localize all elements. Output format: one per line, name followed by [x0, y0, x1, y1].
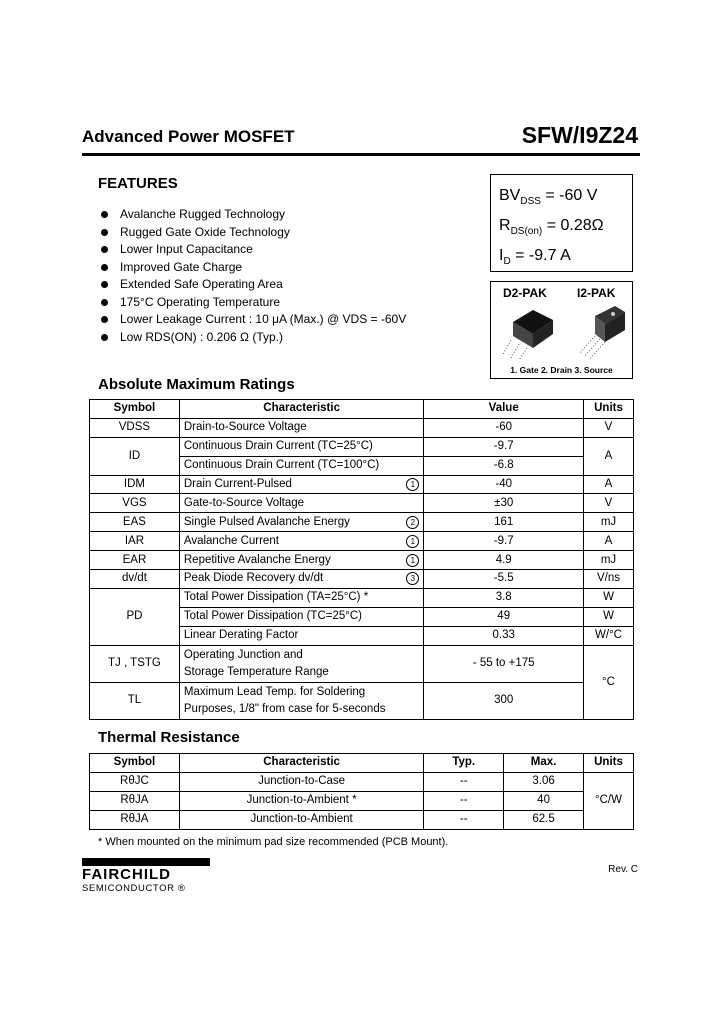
thermal-table	[89, 753, 634, 830]
feature-item: Low RDS(ON) : 0.206 Ω (Typ.)	[100, 329, 406, 347]
page-title: Advanced Power MOSFET	[82, 127, 295, 146]
table-row: PD Total Power Dissipation (TA=25°C) * 3.8 W	[90, 588, 634, 607]
feature-item: 175°C Operating Temperature	[100, 294, 406, 312]
footnote: * When mounted on the minimum pad size recommended (PCB Mount).	[98, 836, 449, 848]
spec-id: $I_D = -9.7$ A	[499, 247, 571, 268]
table-row: RθJA Junction-to-Ambient * -- 40	[90, 791, 634, 810]
table-row: IAR Avalanche Current 1 -9.7 A	[90, 532, 634, 551]
d2pak-image	[503, 310, 553, 360]
key-specs-box	[490, 174, 633, 272]
thermal-heading: Thermal Resistance	[98, 729, 240, 746]
col-symbol: Symbol	[90, 754, 180, 773]
note-marker: 3	[406, 572, 419, 585]
col-characteristic: Characteristic	[179, 754, 423, 773]
feature-item: Avalanche Rugged Technology	[100, 206, 406, 224]
fairchild-logo	[82, 858, 210, 894]
features-heading: FEATURES	[98, 175, 178, 192]
col-max: Max.	[504, 754, 584, 773]
table-row: VDSS Drain-to-Source Voltage -60 V	[90, 418, 634, 437]
col-units: Units	[584, 400, 634, 419]
table-row: EAR Repetitive Avalanche Energy 1 4.9 mJ	[90, 551, 634, 570]
note-marker: 2	[406, 516, 419, 529]
note-marker: 1	[406, 535, 419, 548]
table-row: TL Maximum Lead Temp. for Soldering Purposes, 1/8" from case for 5-seconds 300	[90, 682, 634, 719]
table-row: Continuous Drain Current (TC=100°C) -6.8	[90, 456, 634, 475]
spec-bvdss: $BV_{DSS} = -60$ V	[499, 187, 598, 208]
d2pak-label: D2-PAK	[503, 286, 547, 300]
feature-item: Extended Safe Operating Area	[100, 276, 406, 294]
table-row: Linear Derating Factor 0.33 W/°C	[90, 626, 634, 645]
feature-item: Improved Gate Charge	[100, 259, 406, 277]
feature-item: Rugged Gate Oxide Technology	[100, 224, 406, 242]
table-row: IDM Drain Current-Pulsed 1 -40 A	[90, 475, 634, 494]
table-header-row	[90, 754, 634, 773]
logo-name: FAIRCHILD	[82, 866, 171, 883]
table-header-row	[90, 400, 634, 419]
table-row: RθJC Junction-to-Case -- 3.06 °C/W	[90, 772, 634, 791]
table-row: Total Power Dissipation (TC=25°C) 49 W	[90, 607, 634, 626]
feature-item: Lower Input Capacitance	[100, 241, 406, 259]
i2pak-image	[579, 306, 625, 360]
i2pak-label: I2-PAK	[577, 286, 616, 300]
part-number: SFW/I9Z24	[521, 122, 638, 148]
col-symbol: Symbol	[90, 400, 180, 419]
table-row: VGS Gate-to-Source Voltage ±30 V	[90, 494, 634, 513]
col-characteristic: Characteristic	[179, 400, 424, 419]
table-row: RθJA Junction-to-Ambient -- 62.5	[90, 810, 634, 829]
note-marker: 1	[406, 554, 419, 567]
table-row: EAS Single Pulsed Avalanche Energy 2 161 mJ	[90, 513, 634, 532]
package-drawings	[495, 302, 630, 360]
revision: Rev. C	[608, 864, 638, 875]
abs-max-table	[89, 399, 634, 720]
logo-bar	[82, 858, 210, 866]
col-value: Value	[424, 400, 584, 419]
feature-item: Lower Leakage Current : 10 μA (Max.) @ VDS = -60V	[100, 311, 406, 329]
pin-legend: 1. Gate 2. Drain 3. Source	[510, 365, 613, 375]
table-row: TJ , TSTG Operating Junction and Storage Temperature Range - 55 to +175 °C	[90, 645, 634, 682]
table-row: dv/dt Peak Diode Recovery dv/dt 3 -5.5 V/ns	[90, 570, 634, 589]
package-box	[490, 281, 633, 379]
note-marker: 1	[406, 478, 419, 491]
features-list	[100, 206, 406, 346]
header-rule	[82, 153, 640, 156]
spec-rdson: $R_{DS(on)} = 0.28\Omega$	[499, 217, 604, 238]
col-typ: Typ.	[424, 754, 504, 773]
abs-max-heading: Absolute Maximum Ratings	[98, 376, 295, 393]
table-row: ID Continuous Drain Current (TC=25°C) -9.7 A	[90, 437, 634, 456]
logo-subtitle: SEMICONDUCTOR ®	[82, 883, 186, 894]
col-units: Units	[584, 754, 634, 773]
